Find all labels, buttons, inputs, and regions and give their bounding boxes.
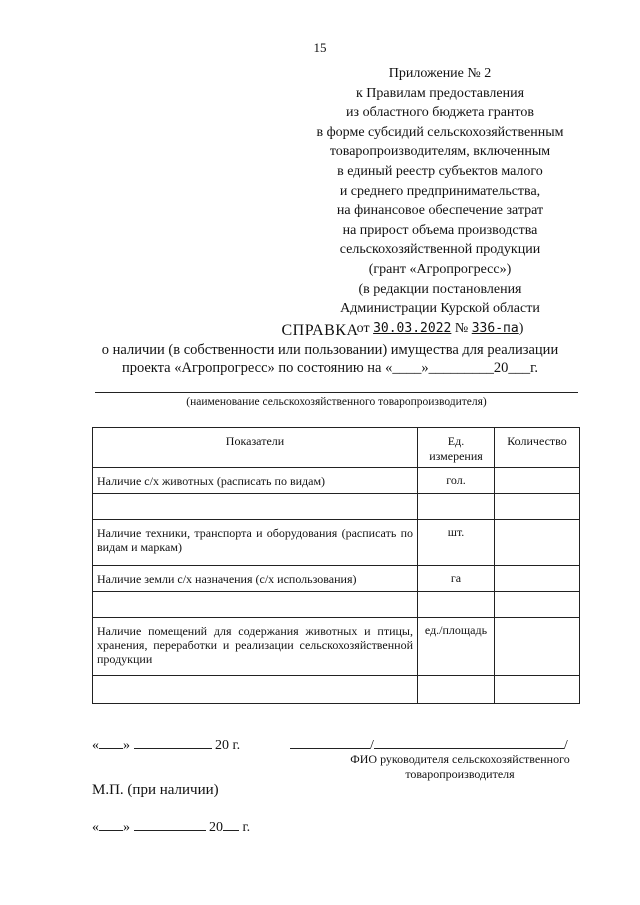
appendix-line: (в редакции постановления — [358, 281, 522, 297]
month-blank[interactable] — [134, 818, 206, 831]
signature-blank[interactable] — [290, 736, 370, 749]
appendix-line: на финансовое обеспечение затрат — [336, 203, 544, 219]
stamp-note: М.П. (при наличии) — [92, 782, 219, 798]
row-indicator — [93, 592, 418, 618]
row-unit: шт. — [418, 520, 495, 566]
fullname-blank[interactable] — [374, 736, 564, 749]
row-unit: ед./площадь — [418, 618, 495, 676]
table-header-row — [93, 428, 580, 468]
stamp-date — [92, 818, 250, 836]
row-unit — [418, 494, 495, 520]
appendix-line: и среднего предпринимательства, — [339, 183, 541, 199]
subtitle-line-1: о наличии (в собственности или пользовании) имущества для реализации — [101, 342, 559, 358]
row-unit: га — [418, 566, 495, 592]
document-subtitle — [60, 341, 600, 377]
table-row — [93, 592, 580, 618]
date-prefix: от — [356, 320, 370, 336]
table-row — [93, 494, 580, 520]
row-indicator: Наличие земли с/х назначения (с/х использования) — [93, 566, 418, 592]
signature-caption — [330, 752, 590, 782]
resolution-date: 30.03.2022 — [373, 320, 452, 336]
appendix-header — [290, 64, 590, 338]
header-unit: Ед. измерения — [418, 428, 495, 468]
row-indicator: Наличие помещений для содержания животных и птицы, хранения, переработки и реализации сельскохозяйственной продукции — [93, 618, 418, 676]
year-prefix: 20 — [215, 738, 229, 753]
resolution-number: 336-па — [471, 320, 519, 336]
row-indicator: Наличие техники, транспорта и оборудования (расписать по видам и маркам) — [93, 520, 418, 566]
appendix-line: Приложение № 2 — [388, 66, 492, 81]
date-open-quote: « — [92, 820, 99, 835]
subtitle-line-2: проекта «Агропрогресс» по состоянию на «____»_________20___г. — [121, 360, 539, 376]
row-quantity[interactable] — [495, 676, 580, 704]
table-row — [93, 618, 580, 676]
row-unit — [418, 676, 495, 704]
number-prefix: № — [454, 320, 469, 336]
appendix-line: (грант «Агропрогресс») — [368, 261, 512, 277]
row-quantity[interactable] — [495, 566, 580, 592]
year-suffix: г. — [242, 820, 251, 835]
day-blank[interactable] — [99, 736, 123, 749]
signature-caption-line-1: ФИО руководителя сельскохозяйственного — [350, 752, 570, 766]
appendix-line: товаропроизводителям, включенным — [329, 144, 551, 160]
year-blank[interactable] — [223, 818, 239, 831]
header-indicators: Показатели — [93, 428, 418, 468]
appendix-line: к Правилам предоставления — [355, 85, 525, 101]
signature-caption-line-2: товаропроизводителя — [405, 767, 515, 781]
row-quantity[interactable] — [495, 592, 580, 618]
day-blank[interactable] — [99, 818, 123, 831]
month-blank[interactable] — [134, 736, 212, 749]
producer-name-line — [95, 392, 578, 393]
table-row — [93, 520, 580, 566]
page-number: 15 — [313, 40, 327, 55]
row-quantity[interactable] — [495, 468, 580, 494]
appendix-line: из областного бюджета грантов — [346, 105, 534, 121]
row-quantity[interactable] — [495, 618, 580, 676]
appendix-line: Администрации Курской области — [340, 301, 540, 317]
row-unit — [418, 592, 495, 618]
row-quantity[interactable] — [495, 494, 580, 520]
signature-slash-end: / — [563, 738, 568, 753]
table-row — [93, 468, 580, 494]
row-quantity[interactable] — [495, 520, 580, 566]
header-quantity: Количество — [495, 428, 580, 468]
appendix-line: на прирост объема производства — [342, 222, 538, 238]
assets-table — [92, 427, 580, 704]
appendix-line: сельскохозяйственной продукции — [339, 242, 541, 258]
date-close-quote: » — [123, 820, 130, 835]
producer-name-caption: (наименование сельскохозяйственного товаропроизводителя) — [186, 396, 487, 408]
signature-date — [92, 736, 240, 754]
year-suffix: г. — [232, 738, 241, 753]
row-indicator — [93, 676, 418, 704]
document-title: СПРАВКА — [281, 322, 359, 339]
table-row — [93, 676, 580, 704]
appendix-line: в форме субсидий сельскохозяйственным — [316, 124, 564, 140]
close-paren: ) — [518, 320, 524, 336]
table-row — [93, 566, 580, 592]
signature-slash: / — [370, 738, 374, 753]
row-indicator: Наличие с/х животных (расписать по видам) — [93, 468, 418, 494]
date-open-quote: « — [92, 738, 99, 753]
row-unit: гол. — [418, 468, 495, 494]
appendix-line: в единый реестр субъектов малого — [337, 163, 543, 179]
date-close-quote: » — [123, 738, 130, 753]
year-prefix: 20 — [209, 820, 223, 835]
row-indicator — [93, 494, 418, 520]
